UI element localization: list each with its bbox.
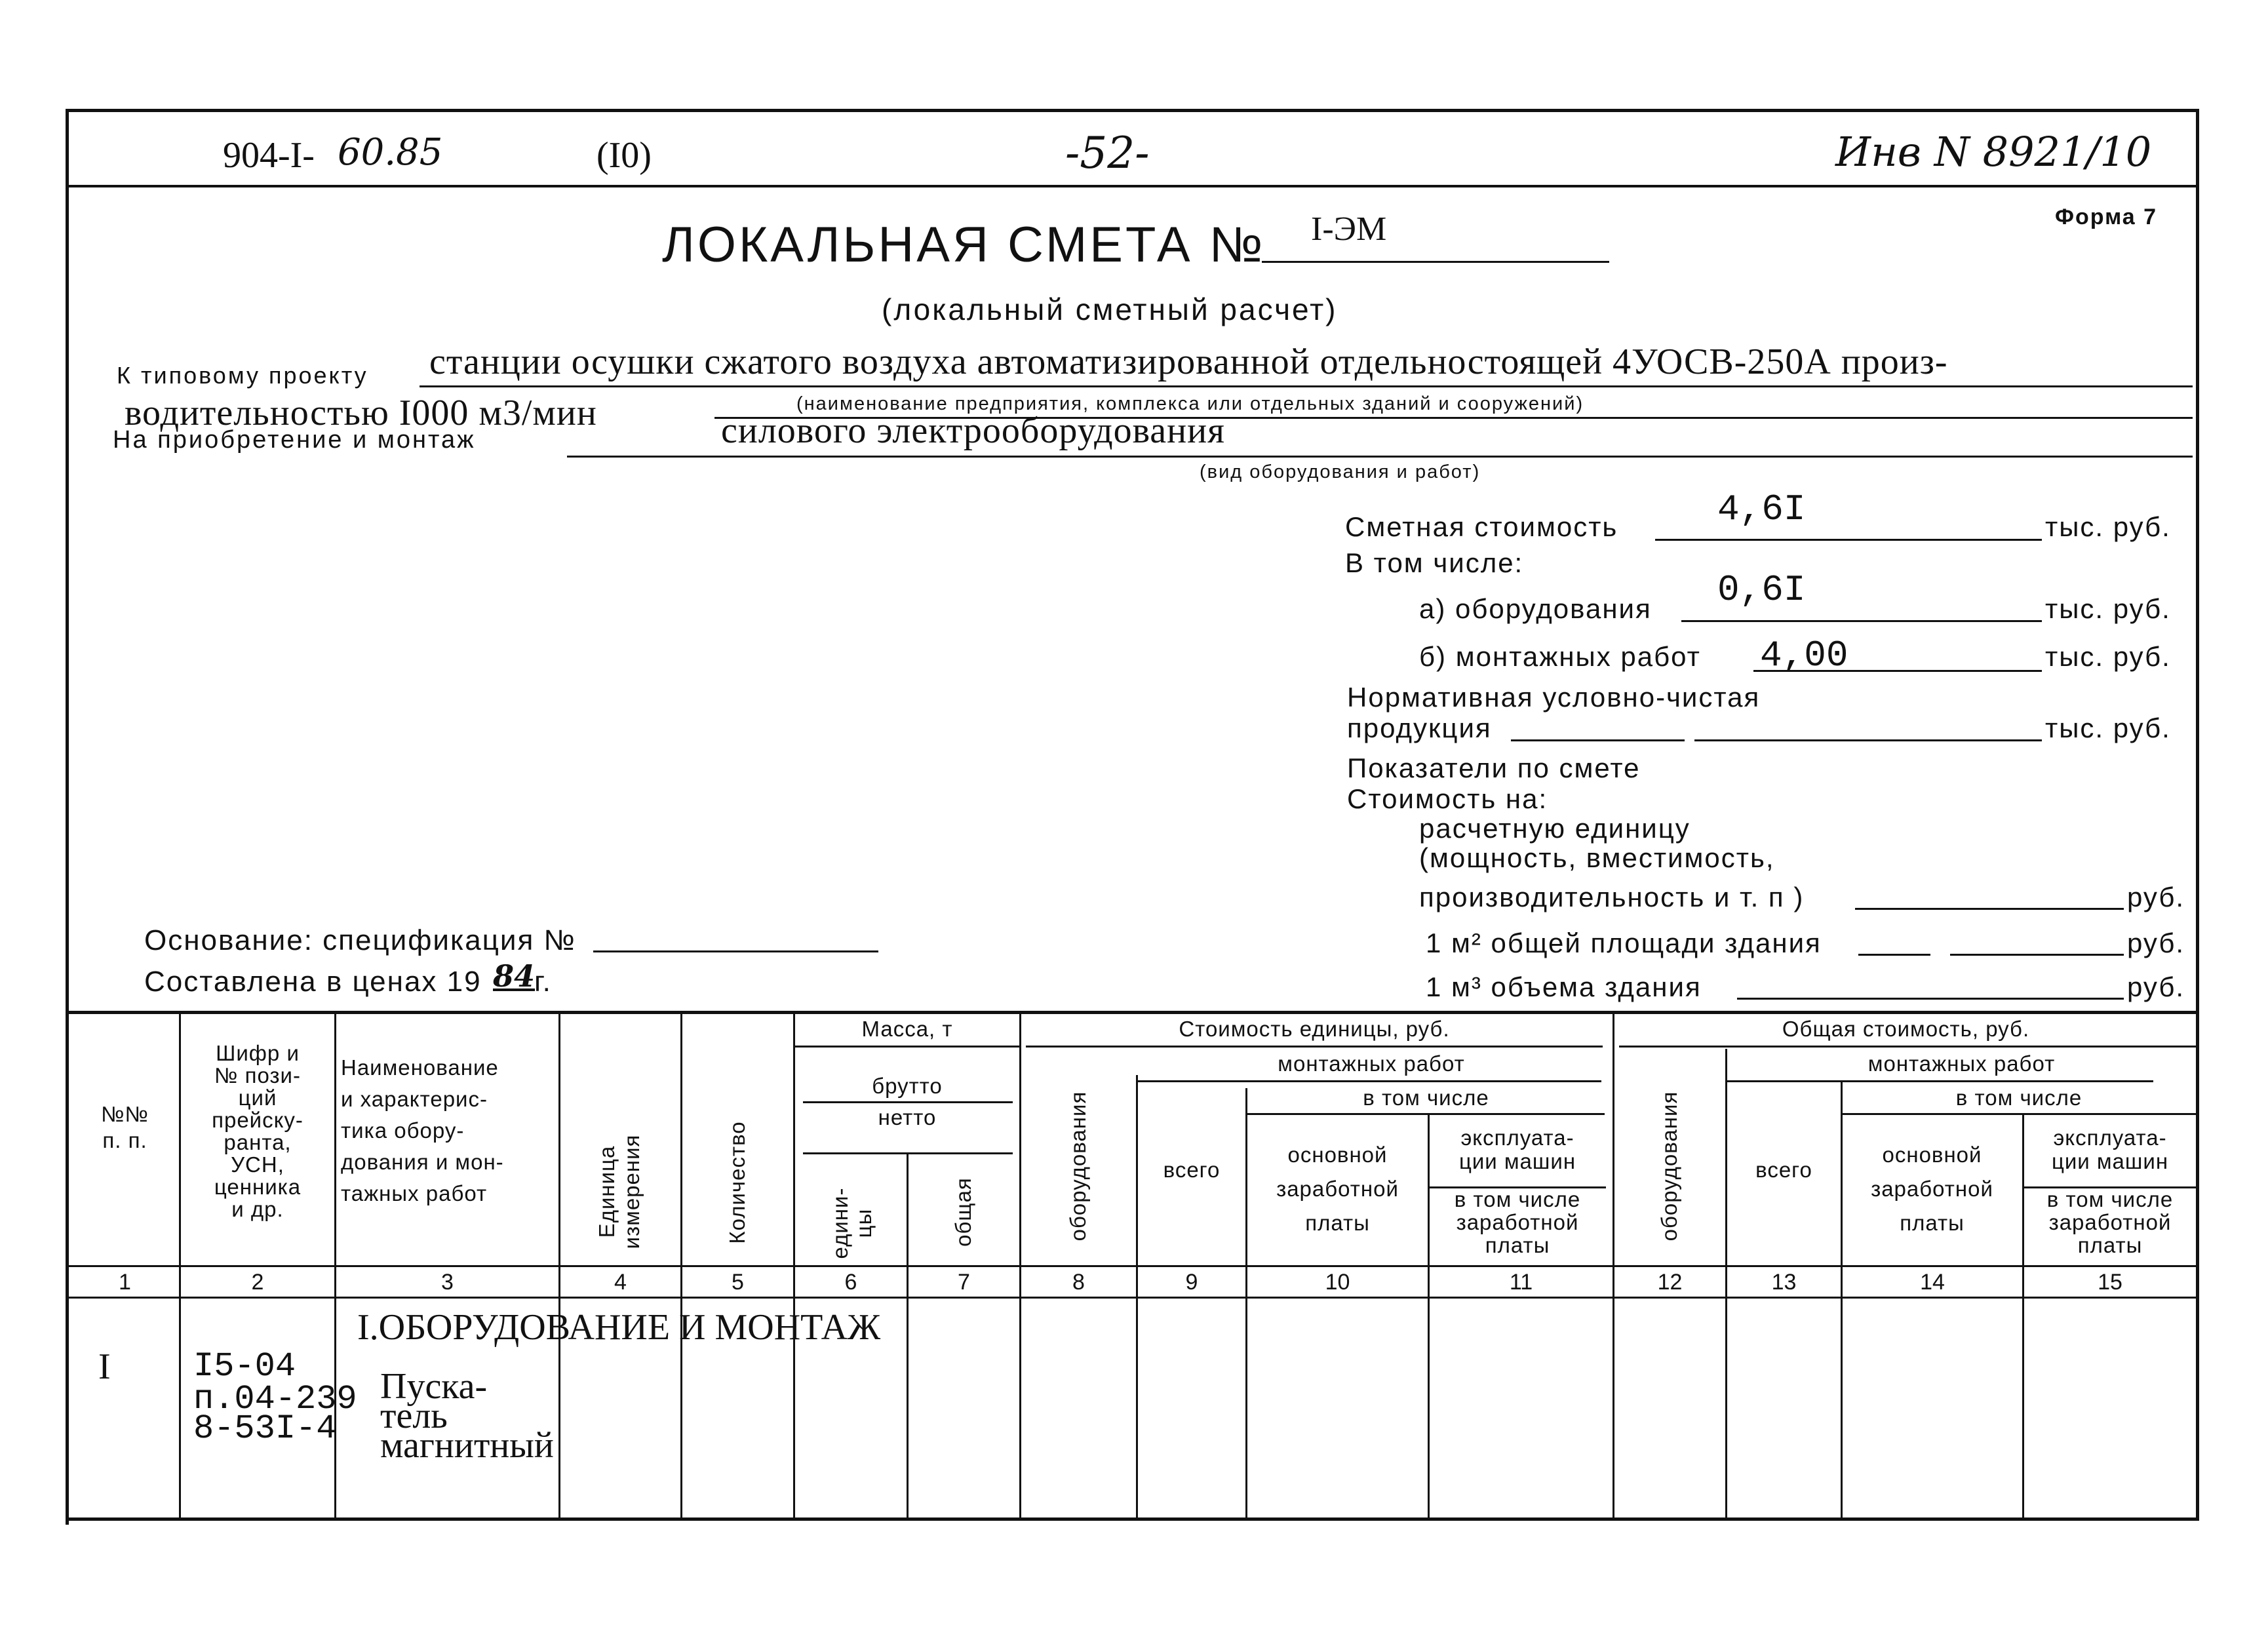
total-machine-pay-header: в том числе заработной платы: [2046, 1187, 2174, 1257]
volume-cost-rule: [1737, 998, 2124, 1000]
total-incl-header: в том числе: [1955, 1086, 2082, 1110]
table-bottom-line: [66, 1517, 2199, 1521]
page-number: -52-: [1065, 128, 1150, 178]
row-name-1: Пуска-: [380, 1366, 488, 1407]
row-code-2: п.04-239: [193, 1380, 357, 1419]
col-header-number: №№ п. п.: [101, 1102, 149, 1152]
inventory-number: Инв N 8921/10: [1835, 128, 2152, 176]
indicators-label: Показатели по смете: [1347, 753, 1641, 783]
form-label: Форма 7: [2055, 205, 2158, 229]
equipment-cost-label: а) оборудования: [1419, 593, 1652, 624]
col-sep-8: [1136, 1075, 1138, 1521]
unit-mounting-divider: [1136, 1080, 1601, 1082]
col-sep-10: [1428, 1114, 1430, 1521]
calc-unit-label2: (мощность, вместимость,: [1419, 842, 1775, 873]
unit-incl-divider: [1247, 1113, 1605, 1115]
unit-basic-pay-header: основной заработной платы: [1276, 1143, 1399, 1235]
top-border: [66, 109, 2199, 112]
row-number: I: [98, 1346, 111, 1387]
area-cost-label: 1 м² общей площади здания: [1426, 928, 1822, 958]
calc-unit-rule: [1855, 908, 2124, 910]
col-num-2: 2: [251, 1270, 264, 1295]
total-mounting-divider: [1727, 1080, 2153, 1082]
project-name-line1-rule: [420, 385, 2193, 387]
unit-machine-header: эксплуата- ции машин: [1458, 1126, 1576, 1173]
project-name-line2: водительностью I000 м3/мин: [125, 393, 597, 433]
spec-basis-label: Основание: спецификация №: [144, 924, 576, 956]
netto-divider: [803, 1152, 1013, 1154]
estimate-cost-unit: тыс. руб.: [2045, 511, 2171, 542]
col-sep-4: [680, 1014, 682, 1521]
unit-incl-header: в том числе: [1363, 1086, 1489, 1110]
estimate-cost-value: 4,6I: [1717, 488, 1806, 530]
col-num-11: 11: [1509, 1270, 1533, 1295]
col-header-name: Наименование и характерис- тика обору- дования и мон- тажных работ: [341, 1055, 504, 1205]
project-name-caption: (наименование предприятия, комплекса или отдельных зданий и сооружений): [796, 393, 1584, 414]
estimate-cost-rule: [1655, 539, 2042, 541]
equipment-cost-rule: [1681, 620, 2042, 622]
row-name-2: тель: [380, 1396, 448, 1436]
purchase-value: силового электрооборудования: [721, 410, 1225, 451]
volume-cost-label: 1 м³ объема здания: [1426, 971, 1702, 1002]
total-basic-pay-header: основной заработной платы: [1871, 1143, 1993, 1235]
estimate-number: I-ЭМ: [1311, 210, 1387, 248]
subtitle: (локальный сметный расчет): [882, 292, 1338, 326]
equipment-cost-value: 0,6I: [1717, 569, 1806, 611]
page-title: ЛОКАЛЬНАЯ СМЕТА №: [662, 217, 1266, 273]
row-code-3: 8-53I-4: [193, 1409, 337, 1448]
header-divider: [66, 185, 2199, 187]
total-cost-header: Общая стоимость, руб.: [1782, 1017, 2030, 1041]
mounting-cost-value: 4,00: [1760, 635, 1848, 676]
col-num-5: 5: [732, 1270, 744, 1295]
col-header-code: Шифр и № пози- ций прейску- ранта, УСН, ценника и др.: [212, 1041, 303, 1221]
area-cost-rule-a: [1858, 954, 1930, 956]
norm-production-rule-b: [1694, 739, 2042, 741]
col-header-unit-mass: едини- цы: [828, 1187, 876, 1259]
including-label: В том числе:: [1345, 547, 1524, 578]
table-numbers-bottom: [66, 1297, 2199, 1299]
col-sep-11: [1613, 1014, 1614, 1521]
col-sep-14: [2022, 1114, 2024, 1521]
col-num-15: 15: [2098, 1270, 2122, 1295]
doc-code-handwritten: 60.85: [338, 131, 443, 174]
col-sep-3: [558, 1014, 560, 1521]
area-cost-rule-b: [1950, 954, 2124, 956]
norm-production-label2: продукция: [1347, 713, 1492, 743]
mounting-cost-unit: тыс. руб.: [2045, 641, 2171, 672]
unit-total-header: всего: [1163, 1158, 1221, 1182]
total-mounting-header: монтажных работ: [1867, 1051, 2056, 1076]
purchase-caption: (вид оборудования и работ): [1200, 461, 1481, 482]
project-name-line1: станции осушки сжатого воздуха автоматизированной отдельностоящей 4УОСВ-250А произ-: [429, 342, 1948, 382]
equipment-cost-unit: тыс. руб.: [2045, 593, 2171, 624]
unit-mounting-header: монтажных работ: [1278, 1051, 1465, 1076]
right-border: [2196, 109, 2199, 1518]
purchase-label: На приобретение и монтаж: [113, 426, 476, 454]
norm-production-label: Нормативная условно-чистая: [1347, 682, 1761, 713]
unit-cost-divider: [1026, 1046, 1603, 1047]
volume-cost-rub: руб.: [2127, 971, 2185, 1002]
col-num-7: 7: [958, 1270, 970, 1295]
total-incl-divider: [1842, 1113, 2196, 1115]
mass-divider: [795, 1046, 1019, 1047]
col-num-14: 14: [1920, 1270, 1945, 1295]
section-title: I.ОБОРУДОВАНИЕ И МОНТАЖ: [357, 1307, 881, 1348]
calc-unit-rub: руб.: [2127, 882, 2185, 912]
album-number: (I0): [596, 135, 652, 176]
calc-unit-label3: производительность и т. п ): [1419, 882, 1805, 912]
col-num-10: 10: [1325, 1270, 1350, 1295]
calc-unit-label1: расчетную единицу: [1419, 813, 1691, 844]
left-border: [66, 109, 69, 1525]
area-cost-rub: руб.: [2127, 928, 2185, 958]
spec-basis-rule: [593, 950, 878, 952]
row-name-3: магнитный: [380, 1425, 554, 1466]
prices-label: Составлена в ценах 19: [144, 966, 482, 998]
col-sep-6: [907, 1154, 909, 1521]
purchase-rule: [567, 456, 2193, 458]
unit-machine-pay-header: в том числе заработной платы: [1454, 1187, 1581, 1257]
col-header-unit: Единица измерения: [595, 1134, 644, 1249]
brutto-divider: [803, 1101, 1013, 1103]
project-label: К типовому проекту: [117, 362, 368, 389]
col-num-4: 4: [614, 1270, 627, 1295]
prices-year: 84: [493, 958, 536, 994]
table-top-line: [66, 1011, 2199, 1014]
col-num-3: 3: [441, 1270, 454, 1295]
col-num-6: 6: [844, 1270, 857, 1295]
norm-production-rule-a: [1511, 739, 1685, 741]
col-header-total-mass: общая: [951, 1177, 975, 1247]
doc-code: 904-I-: [223, 135, 315, 176]
mass-header: Масса, т: [861, 1017, 953, 1041]
col-num-8: 8: [1072, 1270, 1085, 1295]
col-num-12: 12: [1657, 1270, 1683, 1295]
norm-production-unit: тыс. руб.: [2045, 713, 2171, 743]
col-num-13: 13: [1771, 1270, 1797, 1295]
col-num-9: 9: [1185, 1270, 1198, 1295]
total-machine-header: эксплуата- ции машин: [2051, 1126, 2169, 1173]
total-total-header: всего: [1755, 1158, 1812, 1182]
prices-suffix: г.: [534, 966, 552, 998]
estimate-cost-label: Сметная стоимость: [1345, 511, 1618, 542]
col-num-1: 1: [119, 1270, 131, 1295]
unit-cost-header: Стоимость единицы, руб.: [1179, 1017, 1450, 1041]
total-cost-divider: [1619, 1046, 2196, 1047]
cost-on-label: Стоимость на:: [1347, 783, 1548, 814]
col-header-total-equipment: оборудования: [1657, 1091, 1681, 1242]
col-header-quantity: Количество: [725, 1121, 749, 1244]
col-header-unit-equipment: оборудования: [1066, 1091, 1090, 1242]
row-code-1: I5-04: [193, 1347, 296, 1386]
mounting-cost-label: б) монтажных работ: [1419, 641, 1701, 672]
netto-header: нетто: [878, 1105, 937, 1129]
estimate-number-line: [1262, 261, 1609, 263]
brutto-header: брутто: [872, 1074, 943, 1098]
mounting-cost-rule: [1753, 670, 2042, 672]
col-sep-7: [1019, 1014, 1021, 1521]
table-header-bottom: [66, 1265, 2199, 1267]
